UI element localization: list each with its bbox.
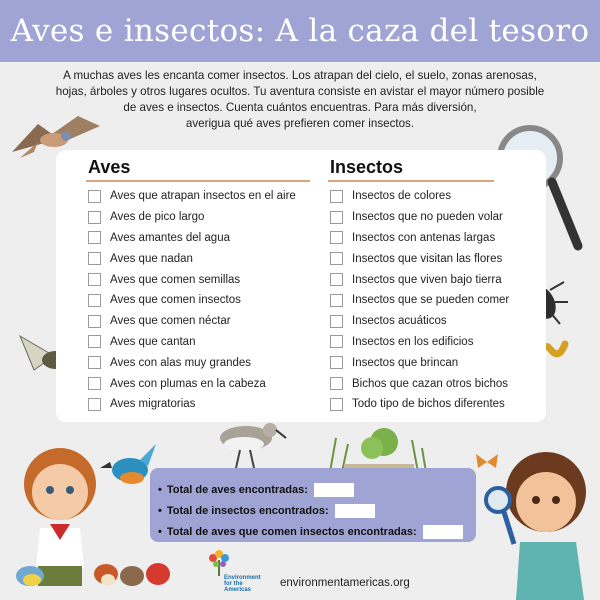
intro-line-2: hojas, árboles y otros lugares ocultos. Tu aventura consiste en avistar el mayor número posible [55, 85, 545, 98]
sandpiper-illustration [206, 414, 288, 470]
checkbox[interactable] [88, 294, 101, 307]
checkbox[interactable] [330, 252, 343, 265]
checkbox[interactable] [330, 211, 343, 224]
total-insect-eaters-row: • Total de aves que comen insectos encontradas: [158, 521, 463, 542]
insects-list-item[interactable] [330, 207, 540, 228]
checkbox-label: Aves migratorias [110, 398, 196, 411]
birds-heading-rule [86, 180, 310, 182]
birds-list-item[interactable] [88, 373, 313, 394]
totals-list [158, 479, 463, 542]
totals-box [150, 468, 476, 542]
checkbox-label: Aves con alas muy grandes [110, 356, 252, 369]
logo-text [224, 575, 264, 593]
intro-line-3: de aves e insectos. Cuenta cuántos encuentras. Para más diversión, [123, 101, 477, 114]
checkbox-label: Aves que atrapan insectos en el aire [110, 190, 296, 203]
birds-list-item[interactable] [88, 352, 313, 373]
insects-heading: Insectos [330, 157, 404, 177]
website-url: environmentamericas.org [280, 577, 410, 589]
birds-list-item[interactable] [88, 248, 313, 269]
checkbox[interactable] [330, 190, 343, 203]
checkbox[interactable] [330, 335, 343, 348]
insects-list-item[interactable] [330, 248, 540, 269]
total-insects-row: • Total de insectos encontrados: [158, 500, 463, 521]
environment-americas-logo-icon [206, 550, 232, 576]
checkbox[interactable] [88, 190, 101, 203]
birds-list-item[interactable] [88, 207, 313, 228]
checkbox-label: Aves que nadan [110, 252, 193, 265]
checkbox[interactable] [330, 294, 343, 307]
checkbox[interactable] [330, 398, 343, 411]
insects-list-item[interactable] [330, 269, 540, 290]
checkbox[interactable] [88, 335, 101, 348]
birds-list-item[interactable] [88, 394, 313, 415]
logo-line-3: Americas [224, 587, 252, 593]
checkbox[interactable] [88, 398, 101, 411]
birds-list-item[interactable] [88, 290, 313, 311]
checkbox-label: Bichos que cazan otros bichos [352, 377, 508, 390]
checkbox[interactable] [330, 377, 343, 390]
checkbox-label: Insectos acuáticos [352, 315, 447, 328]
total-birds-label: Total de aves encontradas: [166, 483, 308, 496]
checkbox-label: Aves amantes del agua [110, 231, 230, 244]
birds-list-item[interactable] [88, 186, 313, 207]
insects-heading-rule [328, 180, 494, 182]
logo-line-1: Environment [224, 575, 261, 581]
insects-list-item[interactable] [330, 373, 540, 394]
checkbox[interactable] [330, 315, 343, 328]
intro-text [40, 68, 560, 132]
checkbox-label: Aves que cantan [110, 335, 196, 348]
logo-line-2: for the [224, 581, 243, 587]
checkbox-label: Aves con plumas en la cabeza [110, 377, 266, 390]
insects-checklist [330, 186, 540, 415]
insects-list-item[interactable] [330, 332, 540, 353]
birds-list-item[interactable] [88, 269, 313, 290]
insects-list-item[interactable] [330, 186, 540, 207]
small-birds-illustration [6, 552, 182, 596]
birds-list-item[interactable] [88, 228, 313, 249]
checkbox[interactable] [330, 273, 343, 286]
intro-line-1: A muchas aves les encanta comer insectos. Los atrapan del cielo, el suelo, zonas arenosas, [63, 69, 537, 82]
insects-list-item[interactable] [330, 228, 540, 249]
title-banner [0, 0, 600, 62]
checkbox-label: Aves que comen insectos [110, 294, 241, 307]
checkbox[interactable] [88, 273, 101, 286]
total-insects-label: Total de insectos encontrados: [166, 504, 329, 517]
checkbox-label: Aves de pico largo [110, 211, 205, 224]
birds-heading: Aves [88, 157, 131, 177]
checkbox-label: Insectos que no pueden volar [352, 211, 503, 224]
girl-illustration [480, 442, 598, 600]
insects-list-item[interactable] [330, 311, 540, 332]
birds-checklist [88, 186, 313, 415]
checkbox[interactable] [88, 231, 101, 244]
checkbox-label: Aves que comen semillas [110, 273, 241, 286]
checkbox[interactable] [88, 356, 101, 369]
total-insect-eaters-field[interactable] [423, 525, 463, 539]
insects-list-item[interactable] [330, 394, 540, 415]
birds-list-item[interactable] [88, 311, 313, 332]
checkbox-label: Insectos en los edificios [352, 335, 474, 348]
total-birds-field[interactable] [314, 483, 354, 497]
checkbox[interactable] [88, 315, 101, 328]
insects-list-item[interactable] [330, 352, 540, 373]
checkbox[interactable] [88, 211, 101, 224]
checkbox[interactable] [88, 377, 101, 390]
checkbox-label: Todo tipo de bichos diferentes [352, 398, 505, 411]
checkbox-label: Insectos que viven bajo tierra [352, 273, 502, 286]
checkbox-label: Insectos que brincan [352, 356, 459, 369]
checkbox-label: Insectos que visitan las flores [352, 252, 503, 265]
checkbox-label: Insectos que se pueden comer [352, 294, 510, 307]
intro-line-4: averigua qué aves prefieren comer insectos. [185, 117, 415, 130]
birds-list-item[interactable] [88, 332, 313, 353]
checkbox-label: Insectos de colores [352, 190, 452, 203]
checkbox-label: Aves que comen néctar [110, 315, 231, 328]
total-insects-field[interactable] [335, 504, 375, 518]
checkbox[interactable] [88, 252, 101, 265]
checkbox[interactable] [330, 356, 343, 369]
checkbox-label: Insectos con antenas largas [352, 231, 496, 244]
total-birds-row: • Total de aves encontradas: [158, 479, 463, 500]
total-insect-eaters-label: Total de aves que comen insectos encontradas: [166, 525, 417, 538]
plants-illustration [322, 420, 430, 472]
page-title: Aves e insectos: A la caza del tesoro [10, 13, 590, 49]
insects-list-item[interactable] [330, 290, 540, 311]
checkbox[interactable] [330, 231, 343, 244]
